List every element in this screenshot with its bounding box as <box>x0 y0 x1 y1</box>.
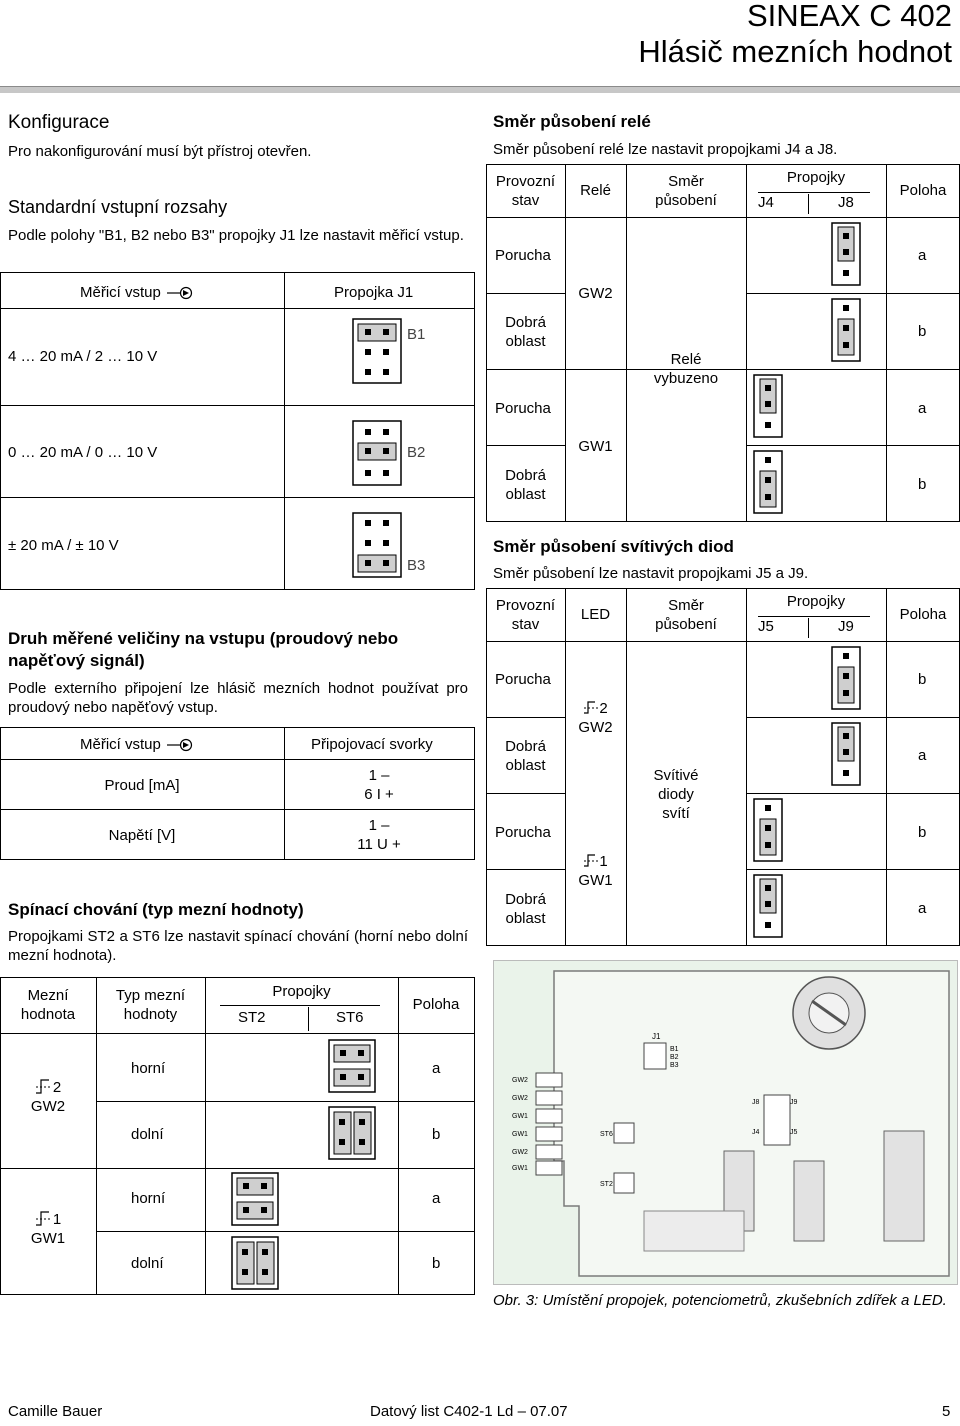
led-position: a <box>918 747 927 764</box>
pcb-label-j8: J8 <box>752 1099 760 1106</box>
footer-company: Camille Bauer <box>8 1403 103 1420</box>
pcb-label-j1: J1 <box>652 1032 661 1041</box>
jumper-label-b2: B2 <box>407 444 426 461</box>
jumper-j8-upper-icon <box>831 222 861 288</box>
switch-type: dolní <box>131 1126 164 1143</box>
switch-col-st2: ST2 <box>238 1009 266 1026</box>
led-col-state: Provozní stav <box>495 597 556 633</box>
jumper-j5-lower-icon <box>753 798 783 864</box>
figure-caption: Obr. 3: Umístění propojek, potenciometrů, zkušebních zdířek a LED. <box>493 1292 947 1309</box>
signal-row-terminal: 6 I + <box>364 786 394 803</box>
pcb-led-label: GW1 <box>512 1113 528 1120</box>
jumper-j1-b1-icon <box>352 318 404 386</box>
jumper-j9-upper-icon <box>831 722 861 788</box>
led-col-led: LED <box>580 606 611 623</box>
limit-gw2-label: 2 GW2 <box>30 1079 66 1115</box>
signal-row-type: Proud [mA] <box>104 777 180 794</box>
measuring-input-icon <box>165 737 195 753</box>
pcb-led-label: GW2 <box>512 1077 528 1084</box>
switch-col-type: Typ mezní hodnoty <box>115 987 186 1023</box>
jumper-j5-upper-icon <box>753 874 783 940</box>
lower-limit-symbol-icon <box>583 853 599 867</box>
led-text: Směr působení lze nastavit propojkami J5 a J9. <box>493 565 809 582</box>
relay-position: b <box>918 476 927 493</box>
jumper-label-b1: B1 <box>407 326 426 343</box>
relay-col-position: Poloha <box>899 182 947 199</box>
signal-row-terminal: 1 – <box>368 767 390 784</box>
upper-limit-symbol-icon <box>583 700 599 714</box>
led-direction: Svítivé diody svítí <box>653 767 699 822</box>
relay-row-state: Dobrá oblast <box>505 467 546 503</box>
footer-document: Datový list C402-1 Ld – 07.07 <box>370 1403 568 1420</box>
relay-position: a <box>918 247 927 264</box>
jumper-j9-lower-icon <box>831 646 861 712</box>
relay-gw1: GW1 <box>578 438 613 455</box>
signal-row-terminal: 11 U + <box>357 836 401 853</box>
switch-type: horní <box>131 1190 166 1207</box>
relay-text: Směr působení relé lze nastavit propojkami J4 a J8. <box>493 141 838 158</box>
relay-col-j8: J8 <box>838 194 854 211</box>
led-row-state: Porucha <box>495 824 551 841</box>
pcb-label-j9: J9 <box>790 1099 798 1106</box>
range-row-input: ± 20 mA / ± 10 V <box>8 537 119 554</box>
pcb-layout-figure <box>493 960 958 1285</box>
ranges-col-jumper: Propojka J1 <box>334 284 414 301</box>
led-row-state: Dobrá oblast <box>505 891 546 927</box>
pcb-drawing <box>494 961 957 1284</box>
switch-type: dolní <box>131 1255 164 1272</box>
signal-row-type: Napětí [V] <box>108 827 176 844</box>
led-col-position: Poloha <box>899 606 947 623</box>
switch-type: horní <box>131 1060 166 1077</box>
jumper-j8-lower-icon <box>831 298 861 364</box>
pcb-label-j5: J5 <box>790 1129 798 1136</box>
potentiometer-icon <box>793 977 865 1049</box>
pcb-label-j4: J4 <box>752 1129 760 1136</box>
relay-col-relay: Relé <box>580 182 611 199</box>
jumper-st2-horizontal-icon <box>231 1172 281 1228</box>
config-text: Pro nakonfigurování musí být přístroj otevřen. <box>8 143 312 160</box>
jumper-j4-upper-icon <box>753 374 783 440</box>
switch-col-jumpers: Propojky <box>272 983 331 1000</box>
led-position: b <box>918 824 927 841</box>
relay-col-state: Provozní stav <box>495 173 556 209</box>
jumper-st2-vertical-icon <box>231 1236 281 1292</box>
led-col-direction: Směr působení <box>655 597 717 633</box>
footer-page-number: 5 <box>942 1403 951 1420</box>
relay-row-state: Porucha <box>495 400 551 417</box>
switch-position: a <box>432 1190 441 1207</box>
signal-col-input: Měřicí vstup <box>80 735 195 754</box>
measuring-input-icon <box>165 285 195 301</box>
jumper-label-b3: B3 <box>407 557 426 574</box>
led-col-jumpers: Propojky <box>786 593 846 610</box>
relay-heading: Směr působení relé <box>493 112 651 131</box>
led-heading: Směr působení svítivých diod <box>493 537 734 556</box>
led-gw1-label: 1 GW1 <box>578 853 613 889</box>
switch-col-position: Poloha <box>412 996 460 1013</box>
ranges-heading: Standardní vstupní rozsahy <box>8 197 228 217</box>
document-subtitle: Hlásič mezních hodnot <box>638 34 952 69</box>
header-rule <box>0 86 960 93</box>
relay-col-jumpers: Propojky <box>786 169 846 186</box>
switch-heading: Spínací chování (typ mezní hodnoty) <box>8 900 304 919</box>
switch-position: b <box>432 1255 441 1272</box>
upper-limit-symbol-icon <box>35 1078 53 1094</box>
jumper-j1-b3-icon <box>352 512 404 580</box>
jumper-j4-lower-icon <box>753 450 783 516</box>
range-row-input: 4 … 20 mA / 2 … 10 V <box>8 348 158 365</box>
jumper-st6-vertical-icon <box>328 1106 378 1162</box>
signal-row-terminal: 1 – <box>368 817 390 834</box>
relay-col-direction: Směr působení <box>655 173 717 209</box>
pcb-label-b2: B2 <box>670 1054 679 1061</box>
relay-row-state: Dobrá oblast <box>505 314 546 350</box>
switch-position: b <box>432 1126 441 1143</box>
relay-col-j4: J4 <box>758 194 774 211</box>
led-col-j9: J9 <box>838 618 854 635</box>
signal-heading: Druh měřené veličiny na vstupu (proudový nebo napěťový signál) <box>8 629 399 670</box>
pcb-led-label: GW2 <box>512 1095 528 1102</box>
config-heading: Konfigurace <box>8 112 110 133</box>
lower-limit-symbol-icon <box>35 1210 53 1226</box>
pcb-label-b1: B1 <box>670 1046 679 1053</box>
range-row-input: 0 … 20 mA / 0 … 10 V <box>8 444 158 461</box>
jumper-st6-horizontal-icon <box>328 1039 378 1095</box>
relay-direction: Relé vybuzeno <box>653 351 719 387</box>
led-position: a <box>918 900 927 917</box>
document-model-title: SINEAX C 402 <box>746 0 952 33</box>
led-position: b <box>918 671 927 688</box>
relay-gw2: GW2 <box>578 285 613 302</box>
pcb-label-b3: B3 <box>670 1062 679 1069</box>
relay-position: a <box>918 400 927 417</box>
pcb-led-label: GW1 <box>512 1131 528 1138</box>
pcb-led-label: GW2 <box>512 1149 528 1156</box>
relay-row-state: Porucha <box>495 247 551 264</box>
pcb-label-st2: ST2 <box>600 1181 613 1188</box>
signal-col-terminals: Připojovací svorky <box>311 736 433 753</box>
switch-position: a <box>432 1060 441 1077</box>
signal-text: Podle externího připojení lze hlásič mezních hodnot používat pro proudový nebo napěťový vstup. <box>8 680 468 716</box>
led-row-state: Porucha <box>495 671 551 688</box>
switch-col-limit: Mezní hodnota <box>20 987 76 1023</box>
ranges-text: Podle polohy "B1, B2 nebo B3" propojky J1 lze nastavit měřicí vstup. <box>8 227 464 244</box>
ranges-col-input: Měřicí vstup <box>80 283 195 302</box>
led-row-state: Dobrá oblast <box>505 738 546 774</box>
relay-position: b <box>918 323 927 340</box>
pcb-led-label: GW1 <box>512 1165 528 1172</box>
led-gw2-label: 2 GW2 <box>578 700 613 736</box>
led-col-j5: J5 <box>758 618 774 635</box>
switch-text: Propojkami ST2 a ST6 lze nastavit spínací chování (horní nebo dolní mezní hodnota). <box>8 928 468 964</box>
pcb-label-st6: ST6 <box>600 1131 613 1138</box>
switch-col-st6: ST6 <box>336 1009 364 1026</box>
jumper-j1-b2-icon <box>352 420 404 488</box>
limit-gw1-label: 1 GW1 <box>30 1211 66 1247</box>
